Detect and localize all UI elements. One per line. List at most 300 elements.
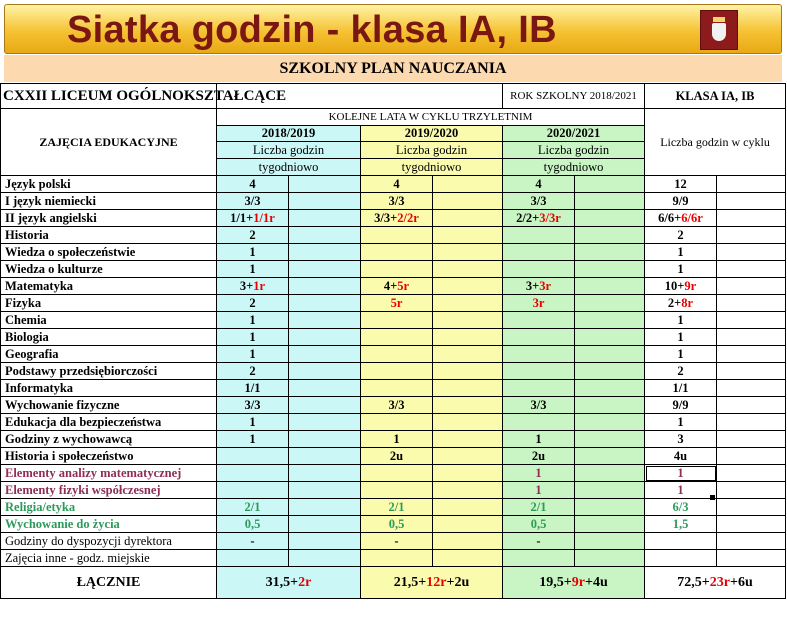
value-part: 3+ (239, 278, 254, 293)
year-1-extra-cell[interactable] (289, 550, 361, 567)
title-banner (4, 4, 782, 54)
school-name: CXXII LICEUM OGÓLNOKSZTAŁCĄCE (1, 84, 217, 109)
value-part: 2 (249, 295, 256, 310)
total-hours-cell[interactable] (645, 533, 717, 550)
year-3-extra-cell[interactable] (575, 550, 645, 567)
total-y2-cell[interactable] (361, 567, 503, 599)
fill-handle[interactable] (710, 495, 715, 500)
year-1-hours-cell[interactable] (217, 210, 289, 227)
year-1-extra-cell[interactable] (289, 448, 361, 465)
table-row (1, 193, 786, 210)
total-extra-cell[interactable] (717, 414, 786, 431)
year-1-hours-label: Liczba godzin (217, 142, 361, 159)
value-part: 1 (677, 312, 684, 327)
year-2-extra-cell[interactable] (433, 176, 503, 193)
total-extra-cell[interactable] (717, 227, 786, 244)
year-1-hours-cell[interactable] (217, 227, 289, 244)
value-part: 3/3 (388, 397, 405, 412)
year-2-extra-cell[interactable] (433, 465, 503, 482)
total-extra-cell[interactable] (717, 363, 786, 380)
value-part: 1 (677, 482, 684, 497)
year-1-hours-cell[interactable] (217, 261, 289, 278)
subject-cell[interactable]: Zajęcia inne - godz. miejskie (1, 550, 217, 567)
year-1-hours-cell[interactable] (217, 431, 289, 448)
year-2-extra-cell[interactable] (433, 210, 503, 227)
value-part: 3r (532, 295, 545, 310)
year-3-extra-cell[interactable] (575, 397, 645, 414)
year-2-hours-cell[interactable] (361, 516, 433, 533)
total-hours-cell[interactable] (645, 516, 717, 533)
value-part: 3 (677, 431, 684, 446)
shield-shape (712, 23, 726, 41)
subject-cell[interactable]: Wiedza o kulturze (1, 261, 217, 278)
value-part: 23r (709, 575, 730, 590)
value-part: 1 (249, 312, 256, 327)
year-1-extra-cell[interactable] (289, 363, 361, 380)
total-hours-cell[interactable] (645, 278, 717, 295)
year-3-extra-cell[interactable] (575, 363, 645, 380)
table-row (1, 550, 786, 567)
total-hours-cell[interactable] (645, 244, 717, 261)
subject-cell[interactable]: Fizyka (1, 295, 217, 312)
year-3-extra-cell[interactable] (575, 244, 645, 261)
year-2-header: 2019/2020 (361, 126, 503, 142)
value-part: 1/1+ (230, 210, 254, 225)
total-hours-cell[interactable] (645, 193, 717, 210)
table-row (1, 278, 786, 295)
year-3-hours-cell[interactable] (503, 210, 575, 227)
value-part: 2 (677, 363, 684, 378)
value-part: +2u (446, 575, 470, 590)
year-1-extra-cell[interactable] (289, 329, 361, 346)
year-1-hours-cell[interactable] (217, 448, 289, 465)
value-part: 3/3 (244, 193, 261, 208)
value-part: 1 (249, 261, 256, 276)
value-part: 8r (681, 295, 694, 310)
year-3-hours-cell[interactable] (503, 227, 575, 244)
year-1-hours-cell[interactable] (217, 312, 289, 329)
value-part: 4 (249, 176, 256, 191)
value-part: 3/3 (388, 193, 405, 208)
year-1-hours-cell[interactable] (217, 346, 289, 363)
year-3-hours-cell[interactable] (503, 550, 575, 567)
value-part: 1 (249, 414, 256, 429)
year-2-extra-cell[interactable] (433, 414, 503, 431)
year-1-extra-cell[interactable] (289, 499, 361, 516)
value-part: 9r (571, 575, 585, 590)
year-3-weekly-label: tygodniowo (503, 159, 645, 176)
year-2-hours-cell[interactable] (361, 448, 433, 465)
year-2-hours-cell[interactable] (361, 414, 433, 431)
total-extra-cell[interactable] (717, 329, 786, 346)
year-3-hours-cell[interactable] (503, 465, 575, 482)
total-extra-cell[interactable] (717, 516, 786, 533)
year-1-extra-cell[interactable] (289, 295, 361, 312)
value-part: 0,5 (388, 516, 405, 531)
year-1-hours-cell[interactable] (217, 465, 289, 482)
subject-cell[interactable]: Historia (1, 227, 217, 244)
year-3-extra-cell[interactable] (575, 176, 645, 193)
year-1-extra-cell[interactable] (289, 465, 361, 482)
year-2-hours-cell[interactable] (361, 550, 433, 567)
table-row (1, 329, 786, 346)
total-hours-cell[interactable] (645, 295, 717, 312)
value-part: - (394, 533, 399, 548)
crown-shape (713, 17, 725, 22)
total-extra-cell[interactable] (717, 210, 786, 227)
year-1-hours-cell[interactable] (217, 363, 289, 380)
year-3-extra-cell[interactable] (575, 448, 645, 465)
subject-cell[interactable]: Wiedza o społeczeństwie (1, 244, 217, 261)
total-hours-cell[interactable] (645, 227, 717, 244)
subject-cell[interactable]: Elementy fizyki współczesnej (1, 482, 217, 499)
total-extra-cell[interactable] (717, 312, 786, 329)
year-1-hours-cell[interactable] (217, 533, 289, 550)
year-3-hours-cell[interactable] (503, 193, 575, 210)
year-2-hours-cell[interactable] (361, 210, 433, 227)
total-extra-cell[interactable] (717, 244, 786, 261)
year-2-hours-cell[interactable] (361, 346, 433, 363)
year-2-hours-cell[interactable] (361, 431, 433, 448)
subject-cell[interactable]: Wychowanie fizyczne (1, 397, 217, 414)
total-hours-cell[interactable] (645, 499, 717, 516)
year-1-header: 2018/2019 (217, 126, 361, 142)
year-3-extra-cell[interactable] (575, 329, 645, 346)
year-1-extra-cell[interactable] (289, 482, 361, 499)
value-part: 1 (677, 261, 684, 276)
table-row (1, 210, 786, 227)
year-1-extra-cell[interactable] (289, 193, 361, 210)
year-1-extra-cell[interactable] (289, 397, 361, 414)
year-2-hours-cell[interactable] (361, 261, 433, 278)
year-2-hours-cell[interactable] (361, 193, 433, 210)
value-part: 3/3 (530, 397, 547, 412)
value-part: 1 (535, 482, 542, 497)
school-info-row (1, 84, 786, 109)
total-hours-cell[interactable] (645, 210, 717, 227)
value-part: 12 (674, 176, 687, 191)
year-1-extra-cell[interactable] (289, 227, 361, 244)
year-3-extra-cell[interactable] (575, 516, 645, 533)
year-3-extra-cell[interactable] (575, 312, 645, 329)
subject-cell[interactable]: Edukacja dla bezpieczeństwa (1, 414, 217, 431)
year-1-hours-cell[interactable] (217, 193, 289, 210)
total-extra-cell[interactable] (717, 295, 786, 312)
total-extra-cell[interactable] (717, 550, 786, 567)
year-2-hours-cell[interactable] (361, 176, 433, 193)
subject-cell[interactable]: II język angielski (1, 210, 217, 227)
value-part: 9/9 (672, 397, 689, 412)
year-3-header: 2020/2021 (503, 126, 645, 142)
total-hours-cell[interactable] (645, 363, 717, 380)
value-part: 0,5 (530, 516, 547, 531)
value-part: 4u (673, 448, 688, 463)
subject-cell[interactable]: Geografia (1, 346, 217, 363)
total-hours-cell[interactable] (645, 176, 717, 193)
year-1-hours-cell[interactable] (217, 482, 289, 499)
value-part: 2/1 (244, 499, 261, 514)
value-part: 9r (684, 278, 697, 293)
value-part: - (536, 533, 541, 548)
year-2-extra-cell[interactable] (433, 448, 503, 465)
total-hours-cell[interactable] (645, 550, 717, 567)
table-row (1, 261, 786, 278)
table-row (1, 499, 786, 516)
table-body (1, 84, 786, 599)
year-2-extra-cell[interactable] (433, 380, 503, 397)
year-3-extra-cell[interactable] (575, 295, 645, 312)
value-part: 1r (253, 278, 266, 293)
year-2-hours-cell[interactable] (361, 533, 433, 550)
total-hours-cell[interactable] (645, 448, 717, 465)
total-hours-cell[interactable] (645, 380, 717, 397)
total-hours-cell[interactable] (645, 482, 717, 499)
year-2-extra-cell[interactable] (433, 346, 503, 363)
year-1-hours-cell[interactable] (217, 397, 289, 414)
value-part: 3r (539, 278, 552, 293)
subject-cell[interactable]: Historia i społeczeństwo (1, 448, 217, 465)
total-extra-cell[interactable] (717, 346, 786, 363)
year-2-hours-cell[interactable] (361, 312, 433, 329)
totals-row (1, 567, 786, 599)
total-extra-cell[interactable] (717, 261, 786, 278)
value-part: 2 (249, 227, 256, 242)
year-2-extra-cell[interactable] (433, 295, 503, 312)
value-part: 1/1 (672, 380, 689, 395)
total-hours-cell[interactable] (645, 414, 717, 431)
total-extra-cell[interactable] (717, 176, 786, 193)
year-2-hours-cell[interactable] (361, 244, 433, 261)
total-y1-cell[interactable] (217, 567, 361, 599)
year-2-extra-cell[interactable] (433, 312, 503, 329)
year-1-extra-cell[interactable] (289, 431, 361, 448)
value-part: 1 (393, 431, 400, 446)
year-2-hours-cell[interactable] (361, 227, 433, 244)
year-3-hours-cell[interactable] (503, 380, 575, 397)
year-3-hours-cell[interactable] (503, 448, 575, 465)
year-3-extra-cell[interactable] (575, 227, 645, 244)
total-tot-cell[interactable] (645, 567, 786, 599)
value-part: 1 (249, 244, 256, 259)
year-1-extra-cell[interactable] (289, 261, 361, 278)
total-extra-cell[interactable] (717, 499, 786, 516)
year-3-extra-cell[interactable] (575, 346, 645, 363)
year-3-extra-cell[interactable] (575, 261, 645, 278)
year-3-extra-cell[interactable] (575, 414, 645, 431)
year-1-hours-cell[interactable] (217, 414, 289, 431)
value-part: 2+ (667, 295, 682, 310)
subject-cell[interactable]: Matematyka (1, 278, 217, 295)
subject-cell[interactable]: Wychowanie do życia (1, 516, 217, 533)
year-1-hours-cell[interactable] (217, 550, 289, 567)
total-hours-cell[interactable] (645, 329, 717, 346)
year-3-hours-cell[interactable] (503, 482, 575, 499)
year-3-hours-cell[interactable] (503, 533, 575, 550)
year-3-extra-cell[interactable] (575, 533, 645, 550)
year-2-hours-cell[interactable] (361, 380, 433, 397)
year-3-hours-cell[interactable] (503, 346, 575, 363)
total-extra-cell[interactable] (717, 448, 786, 465)
year-3-hours-cell[interactable] (503, 397, 575, 414)
value-part: 2 (677, 227, 684, 242)
year-3-hours-cell[interactable] (503, 176, 575, 193)
year-1-extra-cell[interactable] (289, 516, 361, 533)
value-part: 2u (389, 448, 404, 463)
year-2-weekly-label: tygodniowo (361, 159, 503, 176)
year-1-extra-cell[interactable] (289, 210, 361, 227)
class-label: KLASA IA, IB (645, 84, 786, 109)
subject-cell[interactable]: Język polski (1, 176, 217, 193)
value-part: 1 (249, 329, 256, 344)
value-part: 1 (677, 414, 684, 429)
year-3-hours-cell[interactable] (503, 278, 575, 295)
subject-cell[interactable]: Godziny z wychowawcą (1, 431, 217, 448)
table-row (1, 346, 786, 363)
year-1-hours-cell[interactable] (217, 244, 289, 261)
year-3-hours-cell[interactable] (503, 261, 575, 278)
year-3-extra-cell[interactable] (575, 278, 645, 295)
subject-cell[interactable]: Godziny do dyspozycji dyrektora (1, 533, 217, 550)
year-2-extra-cell[interactable] (433, 244, 503, 261)
value-part: 2/1 (388, 499, 405, 514)
total-hours-cell[interactable] (645, 431, 717, 448)
year-3-extra-cell[interactable] (575, 465, 645, 482)
year-2-hours-cell[interactable] (361, 499, 433, 516)
totals-label[interactable]: ŁĄCZNIE (1, 567, 217, 599)
year-2-extra-cell[interactable] (433, 329, 503, 346)
subject-cell[interactable]: Informatyka (1, 380, 217, 397)
value-part: 12r (426, 575, 447, 590)
year-3-extra-cell[interactable] (575, 499, 645, 516)
year-3-hours-cell[interactable] (503, 414, 575, 431)
year-1-hours-cell[interactable] (217, 176, 289, 193)
table-row (1, 295, 786, 312)
year-3-extra-cell[interactable] (575, 431, 645, 448)
year-2-extra-cell[interactable] (433, 516, 503, 533)
year-3-hours-cell[interactable] (503, 431, 575, 448)
table-row (1, 448, 786, 465)
year-3-hours-cell[interactable] (503, 516, 575, 533)
subject-cell[interactable]: Religia/etyka (1, 499, 217, 516)
year-2-extra-cell[interactable] (433, 363, 503, 380)
year-3-extra-cell[interactable] (575, 380, 645, 397)
year-1-hours-cell[interactable] (217, 295, 289, 312)
value-part: 1 (677, 346, 684, 361)
total-extra-cell[interactable] (717, 482, 786, 499)
subjects-header: ZAJĘCIA EDUKACYJNE (1, 109, 217, 176)
value-part: 1 (249, 346, 256, 361)
table-row (1, 397, 786, 414)
subject-cell[interactable]: Chemia (1, 312, 217, 329)
table-row (1, 244, 786, 261)
year-3-hours-cell[interactable] (503, 499, 575, 516)
year-2-extra-cell[interactable] (433, 227, 503, 244)
year-3-extra-cell[interactable] (575, 193, 645, 210)
year-1-extra-cell[interactable] (289, 380, 361, 397)
total-hours-cell[interactable] (645, 261, 717, 278)
year-2-extra-cell[interactable] (433, 499, 503, 516)
year-1-extra-cell[interactable] (289, 176, 361, 193)
year-3-extra-cell[interactable] (575, 210, 645, 227)
year-2-extra-cell[interactable] (433, 431, 503, 448)
total-extra-cell[interactable] (717, 533, 786, 550)
year-2-extra-cell[interactable] (433, 261, 503, 278)
total-hours-cell[interactable] (645, 346, 717, 363)
total-extra-cell[interactable] (717, 278, 786, 295)
value-part: +6u (729, 575, 753, 590)
school-year: ROK SZKOLNY 2018/2021 (503, 84, 645, 109)
year-2-extra-cell[interactable] (433, 397, 503, 414)
year-3-hours-cell[interactable] (503, 312, 575, 329)
year-1-extra-cell[interactable] (289, 533, 361, 550)
value-part: 21,5+ (393, 575, 427, 590)
year-2-hours-cell[interactable] (361, 363, 433, 380)
value-part: 2/1 (530, 499, 547, 514)
year-3-extra-cell[interactable] (575, 482, 645, 499)
total-extra-cell[interactable] (717, 465, 786, 482)
year-2-extra-cell[interactable] (433, 193, 503, 210)
year-2-extra-cell[interactable] (433, 278, 503, 295)
year-1-extra-cell[interactable] (289, 244, 361, 261)
year-1-extra-cell[interactable] (289, 346, 361, 363)
year-1-hours-cell[interactable] (217, 278, 289, 295)
total-extra-cell[interactable] (717, 380, 786, 397)
subject-cell[interactable]: Biologia (1, 329, 217, 346)
year-2-hours-cell[interactable] (361, 465, 433, 482)
year-1-hours-cell[interactable] (217, 499, 289, 516)
year-2-hours-cell[interactable] (361, 482, 433, 499)
value-part: 1 (677, 465, 684, 480)
value-part: 1/1r (253, 210, 275, 225)
total-extra-cell[interactable] (717, 397, 786, 414)
year-1-hours-cell[interactable] (217, 329, 289, 346)
year-3-hours-cell[interactable] (503, 363, 575, 380)
year-1-hours-cell[interactable] (217, 516, 289, 533)
year-2-hours-cell[interactable] (361, 397, 433, 414)
year-2-hours-cell[interactable] (361, 329, 433, 346)
year-1-extra-cell[interactable] (289, 312, 361, 329)
subject-cell[interactable]: Podstawy przedsiębiorczości (1, 363, 217, 380)
year-1-extra-cell[interactable] (289, 278, 361, 295)
value-part: 6/6r (681, 210, 703, 225)
year-3-hours-cell[interactable] (503, 329, 575, 346)
year-2-extra-cell[interactable] (433, 550, 503, 567)
value-part: +4u (584, 575, 608, 590)
total-hours-cell[interactable] (645, 465, 717, 482)
subject-cell[interactable]: Elementy analizy matematycznej (1, 465, 217, 482)
total-extra-cell[interactable] (717, 193, 786, 210)
year-2-extra-cell[interactable] (433, 482, 503, 499)
total-hours-cell[interactable] (645, 312, 717, 329)
year-3-hours-cell[interactable] (503, 295, 575, 312)
value-part: 9/9 (672, 193, 689, 208)
year-3-hours-cell[interactable] (503, 244, 575, 261)
value-part: 0,5 (244, 516, 261, 531)
year-2-hours-cell[interactable] (361, 295, 433, 312)
value-part: 3/3 (530, 193, 547, 208)
total-hours-cell[interactable] (645, 397, 717, 414)
page-title: Siatka godzin - klasa IA, IB (67, 9, 557, 51)
year-1-extra-cell[interactable] (289, 414, 361, 431)
table-row (1, 380, 786, 397)
value-part: - (250, 533, 255, 548)
total-extra-cell[interactable] (717, 431, 786, 448)
subject-cell[interactable]: I język niemiecki (1, 193, 217, 210)
year-1-hours-cell[interactable] (217, 380, 289, 397)
total-y3-cell[interactable] (503, 567, 645, 599)
year-2-hours-cell[interactable] (361, 278, 433, 295)
year-2-extra-cell[interactable] (433, 533, 503, 550)
